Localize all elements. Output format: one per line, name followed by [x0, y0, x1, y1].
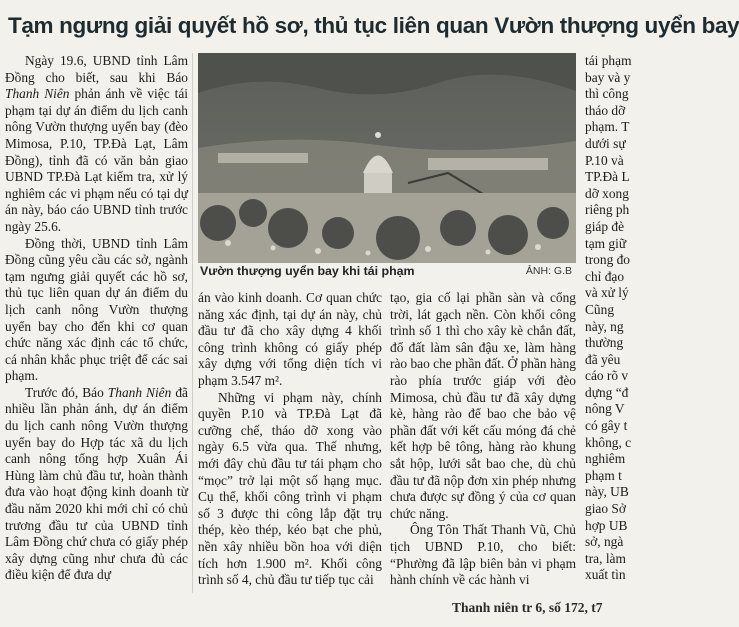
paragraph: Trước đó, Báo Thanh Niên đã nhiều lần phản ánh, dự án điểm du lịch canh nông Vườn thượng uyển bay do Hợp tác xã du lịch canh nông tổng hợp Xuân Ái Hùng làm chủ đầu tư, hoàn thành đưa vào hoạt động kinh doanh từ đầu năm 2020 khi mới chỉ có chủ trương đầu tư của UBND tỉnh Lâm Đồng chứ chưa có giấy phép xây dựng cũng như chưa đủ các điều kiện để đưa dự [5, 384, 188, 583]
cropped-line: thì công [585, 86, 629, 102]
cropped-line: nông V [585, 401, 625, 417]
cropped-line: không, c [585, 434, 632, 450]
paragraph: án vào kinh doanh. Cơ quan chức năng xác định, tại dự án này, chủ đầu tư đã cho xây dựng 4 khối công trình không có giấy phép xây dựng với tổng diện tích vi phạm 3.547 m². [198, 290, 382, 388]
cropped-line: tái phạm [585, 53, 632, 68]
cropped-line: tra, làm [585, 550, 626, 566]
paragraph: Ngày 19.6, UBND tỉnh Lâm Đồng cho biết, sau khi Báo Thanh Niên phản ánh về việc tái phạm tại dự án điểm du lịch canh nông Vườn thượng uyển bay (đèo Mimosa, P.10, TP.Đà Lạt, Lâm Đồng), tỉnh đã có văn bản giao UBND TP.Đà Lạt kiểm tra, xử lý nghiêm các vi phạm nếu có tại dự án này, báo cáo UBND tỉnh trước ngày 25.6. [5, 53, 188, 234]
photo-credit: ẢNH: G.B [525, 265, 572, 277]
cropped-line: này, UB [585, 484, 629, 500]
cropped-line: sở, ngà [585, 534, 624, 550]
cropped-line: phạm. T [585, 119, 630, 135]
photo-caption-row [198, 264, 576, 284]
cropped-line: TP.Đà L [585, 169, 630, 185]
cropped-line: giao Sở [585, 501, 626, 517]
paragraph: Đồng thời, UBND tỉnh Lâm Đồng cũng yêu cầu các sở, ngành tạm ngưng giải quyết các hồ sơ, thủ tục liên quan dự án điểm du lịch canh nông Vườn thượng uyển bay cho đến khi cơ quan chức năng xác định các tổ chức, cá nhân khắc phục triệt để các sai phạm. [5, 235, 188, 384]
article-column-1 [5, 53, 188, 593]
garden-illustration [198, 53, 576, 263]
headline: Tạm ngưng giải quyết hồ sơ, thủ tục liên quan Vườn thượng uyển bay [8, 13, 739, 38]
paragraph: tạo, gia cố lại phần sàn và cổng trời, lát gạch nền. Còn khối công trình số 1 thì cho xây kè chắn đất, đổ đất làm sân đậu xe, làm hàng rào bao che phần đất. Ở phần hàng rào phía trước giáp với đèo Mimosa, chủ đầu tư đã xây dựng kè, hàng rào để bao che bảo vệ phần đất với kết cấu móng đá chẻ kết hợp bê tông, hàng rào khung sắt hộp, lưới sắt bao che, dù chủ đầu tư đã nộp đơn xin phép nhưng chưa được sự đồng ý của cơ quan chức năng. [390, 290, 576, 521]
article-column-4-cropped [585, 53, 632, 593]
cropped-line: này, ng [585, 318, 624, 334]
cropped-line: dỡ xong [585, 185, 629, 201]
cropped-line: đã yêu [585, 351, 621, 367]
cropped-line: phạm t [585, 467, 622, 483]
cropped-line: và xử lý [585, 285, 629, 301]
cropped-line: giáp đè [585, 218, 625, 234]
cropped-line: bay và y [585, 69, 631, 85]
cropped-line: nghiêm [585, 451, 626, 467]
cropped-line: trong đo [585, 252, 631, 268]
article-column-3 [390, 290, 576, 590]
paragraph: Ông Tôn Thất Thanh Vũ, Chủ tịch UBND P.10, cho biết: “Phường đã lập biên bản vi phạm hành chính về các hành vi [390, 522, 576, 588]
cropped-line: dựng “đ [585, 384, 629, 400]
cropped-line: tạm giữ [585, 235, 627, 251]
cropped-line: Cũng [585, 301, 615, 317]
cropped-line: dưới sự [585, 135, 626, 151]
cropped-line: có gây t [585, 418, 628, 434]
cropped-line: P.10 và [585, 152, 624, 168]
cropped-line: riêng ph [585, 202, 630, 218]
paragraph: Những vi phạm này, chính quyền P.10 và TP.Đà Lạt đã cưỡng chế, tháo dỡ xong vào ngày 6.5 vừa qua. Thế nhưng, mới đây chủ đầu tư tái phạm cho “mọc” trở lại một số hạng mục. Cụ thể, khối công trình vi phạm số 3 được thi công lắp đặt trụ thép, kèo thép, kéo bạt che phủ, nền xây nhiều bồn hoa với diện tích hơn 1.900 m². Khối công trình số 4, chủ đầu tư tiếp tục cải [198, 389, 382, 588]
cropped-line: tháo dỡ [585, 102, 626, 118]
cropped-line: thường [585, 335, 624, 351]
column-divider [192, 53, 193, 593]
garden-photo [198, 53, 576, 263]
cropped-line: xuất tìn [585, 567, 626, 583]
source-footer: Thanh niên tr 6, số 172, t7 [452, 600, 603, 615]
cropped-line: chỉ đạo [585, 268, 625, 284]
cropped-line: cáo rõ v [585, 368, 629, 384]
cropped-line: hợp UB [585, 517, 628, 533]
photo-caption: Vườn thượng uyển bay khi tái phạm [200, 264, 415, 278]
article-column-2 [198, 290, 382, 590]
